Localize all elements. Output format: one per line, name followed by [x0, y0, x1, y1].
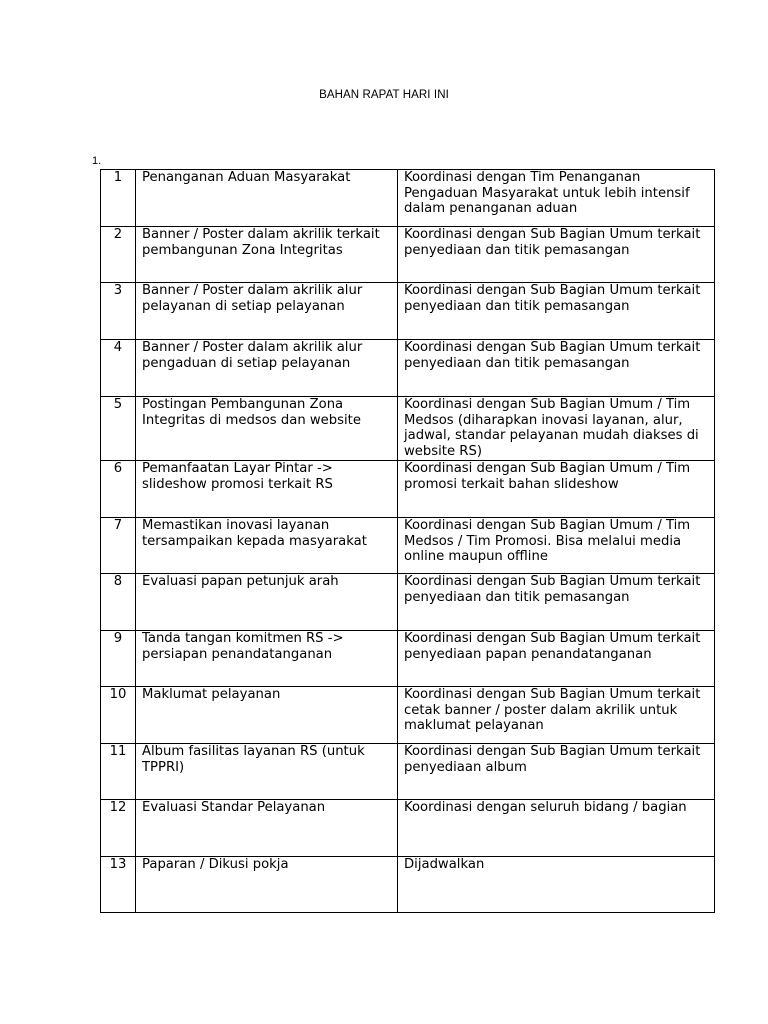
row-number: 8: [101, 573, 136, 630]
row-action: Koordinasi dengan Sub Bagian Umum / Tim Medsos (diharapkan inovasi layanan, alur, jadwal, standar pelayanan mudah diakses di website RS): [398, 397, 715, 461]
table-row: [101, 460, 715, 517]
row-number: 13: [101, 856, 136, 912]
row-action: Koordinasi dengan Tim Penanganan Pengaduan Masyarakat untuk lebih intensif dalam penanganan aduan: [398, 170, 715, 227]
table-row: [101, 340, 715, 397]
table-row: [101, 686, 715, 743]
row-topic: Postingan Pembangunan Zona Integritas di medsos dan website: [136, 397, 398, 461]
table-row: [101, 227, 715, 283]
row-topic: Banner / Poster dalam akrilik alur pelayanan di setiap pelayanan: [136, 283, 398, 340]
row-number: 2: [101, 227, 136, 283]
row-action: Koordinasi dengan Sub Bagian Umum terkait penyediaan dan titik pemasangan: [398, 283, 715, 340]
row-topic: Banner / Poster dalam akrilik terkait pembangunan Zona Integritas: [136, 227, 398, 283]
table-row: [101, 743, 715, 799]
row-action: Koordinasi dengan Sub Bagian Umum / Tim Medsos / Tim Promosi. Bisa melalui media online maupun offline: [398, 517, 715, 573]
row-action: Koordinasi dengan Sub Bagian Umum terkait penyediaan dan titik pemasangan: [398, 227, 715, 283]
row-action: Koordinasi dengan Sub Bagian Umum terkait cetak banner / poster dalam akrilik untuk maklumat pelayanan: [398, 686, 715, 743]
row-topic: Album fasilitas layanan RS (untuk TPPRI): [136, 743, 398, 799]
row-number: 1: [101, 170, 136, 227]
row-action: Koordinasi dengan Sub Bagian Umum terkait penyediaan papan penandatanganan: [398, 630, 715, 686]
row-action: Koordinasi dengan seluruh bidang / bagian: [398, 799, 715, 856]
table-row: [101, 573, 715, 630]
row-topic: Paparan / Dikusi pokja: [136, 856, 398, 912]
row-action: Koordinasi dengan Sub Bagian Umum terkait penyediaan dan titik pemasangan: [398, 340, 715, 397]
row-topic: Evaluasi papan petunjuk arah: [136, 573, 398, 630]
row-number: 10: [101, 686, 136, 743]
table-row: [101, 517, 715, 573]
row-number: 11: [101, 743, 136, 799]
row-action: Dijadwalkan: [398, 856, 715, 912]
agenda-table: [100, 169, 715, 913]
row-action: Koordinasi dengan Sub Bagian Umum / Tim promosi terkait bahan slideshow: [398, 460, 715, 517]
table-row: [101, 630, 715, 686]
row-topic: Evaluasi Standar Pelayanan: [136, 799, 398, 856]
table-row: [101, 397, 715, 461]
table-row: [101, 856, 715, 912]
list-marker: 1.: [92, 155, 102, 167]
page-title: BAHAN RAPAT HARI INI: [319, 89, 449, 101]
table-row: [101, 283, 715, 340]
row-topic: Maklumat pelayanan: [136, 686, 398, 743]
row-number: 7: [101, 517, 136, 573]
row-topic: Memastikan inovasi layanan tersampaikan kepada masyarakat: [136, 517, 398, 573]
row-topic: Penanganan Aduan Masyarakat: [136, 170, 398, 227]
row-number: 3: [101, 283, 136, 340]
row-action: Koordinasi dengan Sub Bagian Umum terkait penyediaan dan titik pemasangan: [398, 573, 715, 630]
row-number: 4: [101, 340, 136, 397]
row-action: Koordinasi dengan Sub Bagian Umum terkait penyediaan album: [398, 743, 715, 799]
row-number: 12: [101, 799, 136, 856]
row-topic: Banner / Poster dalam akrilik alur pengaduan di setiap pelayanan: [136, 340, 398, 397]
row-number: 5: [101, 397, 136, 461]
table-row: [101, 170, 715, 227]
table-row: [101, 799, 715, 856]
row-number: 9: [101, 630, 136, 686]
row-topic: Pemanfaatan Layar Pintar -> slideshow promosi terkait RS: [136, 460, 398, 517]
row-number: 6: [101, 460, 136, 517]
row-topic: Tanda tangan komitmen RS -> persiapan penandatanganan: [136, 630, 398, 686]
